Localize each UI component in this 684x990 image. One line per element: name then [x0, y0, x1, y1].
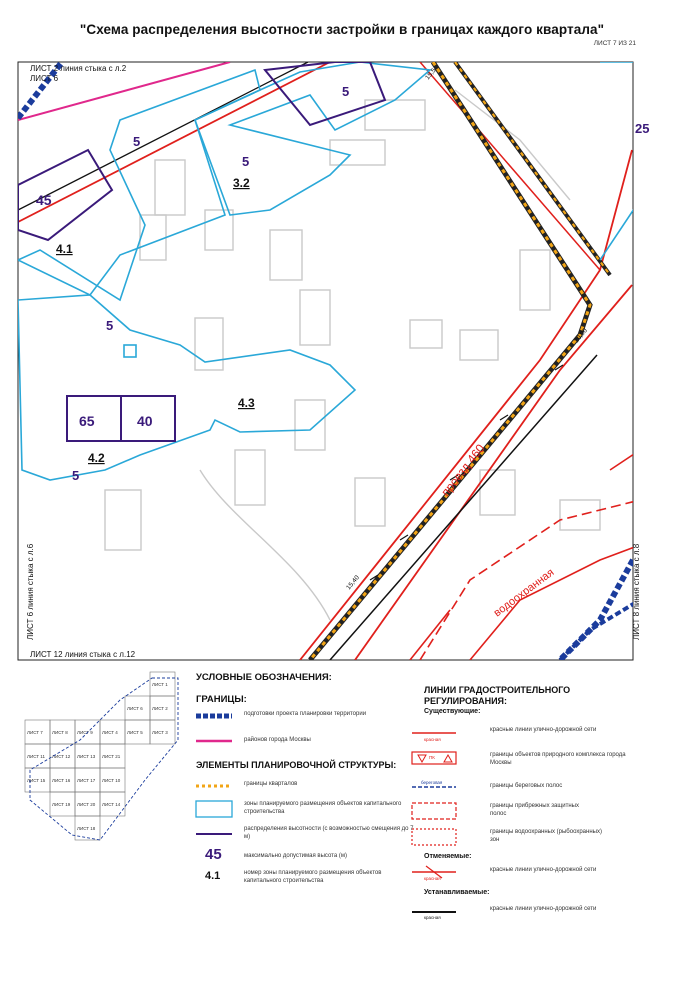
zone-number: 4.1 — [56, 242, 73, 256]
key-map-cell-label: ЛИСТ 13 — [77, 754, 96, 759]
legend-cancelled-heading: Отменяемые: — [424, 853, 472, 860]
legend-heading: УСЛОВНЫЕ ОБОЗНАЧЕНИЯ: — [196, 672, 332, 683]
height-value: 5 — [242, 154, 250, 169]
height-value: 40 — [137, 413, 153, 429]
key-map-cell-label: ЛИСТ 14 — [102, 802, 121, 807]
key-map-cell-label: ЛИСТ 16 — [52, 778, 71, 783]
legend-nature-text: границы объектов природного комплекса города Москвы — [490, 752, 626, 766]
key-map-cell-label: ЛИСТ 20 — [77, 802, 96, 807]
legend-cancelled-text: красные линии улично-дорожной сети — [490, 867, 597, 873]
legend-height-example: 45 — [205, 846, 222, 863]
zone-number: 4.3 — [238, 396, 255, 410]
legend-coastal-text: границы прибрежных защитных полос — [490, 803, 579, 817]
zone-number: 3.2 — [233, 176, 250, 190]
legend-coastal-sample — [412, 803, 456, 819]
legend-existing-heading: Существующие: — [424, 708, 481, 715]
height-value: 5 — [342, 84, 350, 99]
legend-sample-label: красная — [424, 737, 441, 742]
legend-established-heading: Устанавливаемые: — [424, 889, 490, 896]
legend-shore-text: границы береговых полос — [490, 783, 563, 789]
key-map-cell-label: ЛИСТ 19 — [52, 802, 71, 807]
height-value: 45 — [36, 192, 52, 208]
water-zone-label: водоохранная — [491, 566, 557, 620]
joint-line-top: ЛИСТ 2 линия стыка с л.2 — [30, 64, 127, 73]
legend-sample-label: красная — [424, 915, 441, 920]
legend-red-line-text: красные линии улично-дорожной сети — [490, 727, 597, 733]
legend-established-text: красные линии улично-дорожной сети — [490, 906, 597, 912]
legend-height-text: максимально допустимая высота (м) — [244, 853, 347, 859]
road-label: проезд 460 — [438, 441, 488, 499]
key-map-cell-label: ЛИСТ 3 — [152, 730, 168, 735]
key-map-cell-label: ЛИСТ 11 — [27, 754, 45, 759]
height-value: 65 — [79, 413, 95, 429]
key-map-cell-label: ЛИСТ 7 — [27, 730, 43, 735]
key-map-cell-label: ЛИСТ 17 — [77, 778, 96, 783]
sheet-key-map — [25, 672, 178, 840]
legend-zone-number-text: номер зоны планируемого размещения объектов капитального строительства — [244, 870, 382, 884]
joint-line-right: ЛИСТ 8 линия стыка с л.8 — [632, 543, 641, 640]
key-map-cell-label: ЛИСТ 21 — [102, 754, 121, 759]
legend-zone-text: зоны планируемого размещения объектов капитального строительства — [244, 801, 402, 815]
height-value: 25 — [635, 121, 650, 136]
key-map-cell-label: ЛИСТ 2 — [152, 706, 168, 711]
legend-sample-label: красная — [424, 876, 441, 881]
key-map-cell-label: ЛИСТ 12 — [52, 754, 71, 759]
legend-project-border-text: подготовки проекта планировки территории — [244, 711, 367, 717]
sheet-number: ЛИСТ 7 ИЗ 21 — [593, 40, 636, 47]
zone-number: 4.2 — [88, 451, 105, 465]
legend-quarter-border-text: границы кварталов — [244, 781, 298, 787]
legend-height-boundary-text: распределения высотности (с возможностью смещения до 7 м) — [244, 826, 414, 840]
key-map-cell-label: ЛИСТ 15 — [27, 778, 46, 783]
legend-sample-label: ПК — [429, 755, 435, 760]
key-map-cell-label: ЛИСТ 1 — [152, 682, 168, 687]
legend-district-border-text: районов города Москвы — [244, 737, 311, 743]
joint-line-bottom: ЛИСТ 12 линия стыка с л.12 — [30, 650, 136, 659]
height-value: 5 — [133, 134, 141, 149]
key-map-cell-label: ЛИСТ 4 — [102, 730, 118, 735]
key-map-cell-label: ЛИСТ 18 — [77, 826, 96, 831]
legend-borders-heading: ГРАНИЦЫ: — [196, 694, 247, 705]
key-map-cell-label: ЛИСТ 9 — [77, 730, 93, 735]
height-value: 5 — [72, 468, 80, 483]
key-map-cell-label: ЛИСТ 10 — [102, 778, 121, 783]
key-map-cell-label: ЛИСТ 5 — [127, 730, 143, 735]
legend-sample-label: береговая — [421, 780, 443, 785]
legend-regulation-heading: ЛИНИИ ГРАДОСТРОИТЕЛЬНОГО РЕГУЛИРОВАНИЯ: — [424, 685, 571, 706]
legend-zone-number-example: 4.1 — [205, 870, 221, 882]
page-title: "Схема распределения высотности застройки в границах каждого квартала" — [79, 22, 605, 37]
legend-elements-heading: ЭЛЕМЕНТЫ ПЛАНИРОВОЧНОЙ СТРУКТУРЫ: — [196, 760, 397, 770]
key-map-cell-label: ЛИСТ 6 — [127, 706, 143, 711]
legend-zone-sample — [196, 801, 232, 817]
key-map-cell-label: ЛИСТ 8 — [52, 730, 68, 735]
height-value: 5 — [106, 318, 114, 333]
joint-line-left: ЛИСТ 6 линия стыка с л.6 — [26, 543, 35, 640]
dimension-label: 15,5 — [424, 67, 438, 82]
dimension-label: 20,00 — [573, 327, 589, 345]
legend-water-zone-text: границы водоохранных (рыбоохранных) зон — [490, 829, 602, 843]
dimension-label: 15,40 — [345, 574, 361, 592]
legend-water-zone-sample — [412, 829, 456, 845]
joint-line-top-2: ЛИСТ 6 — [30, 74, 59, 83]
